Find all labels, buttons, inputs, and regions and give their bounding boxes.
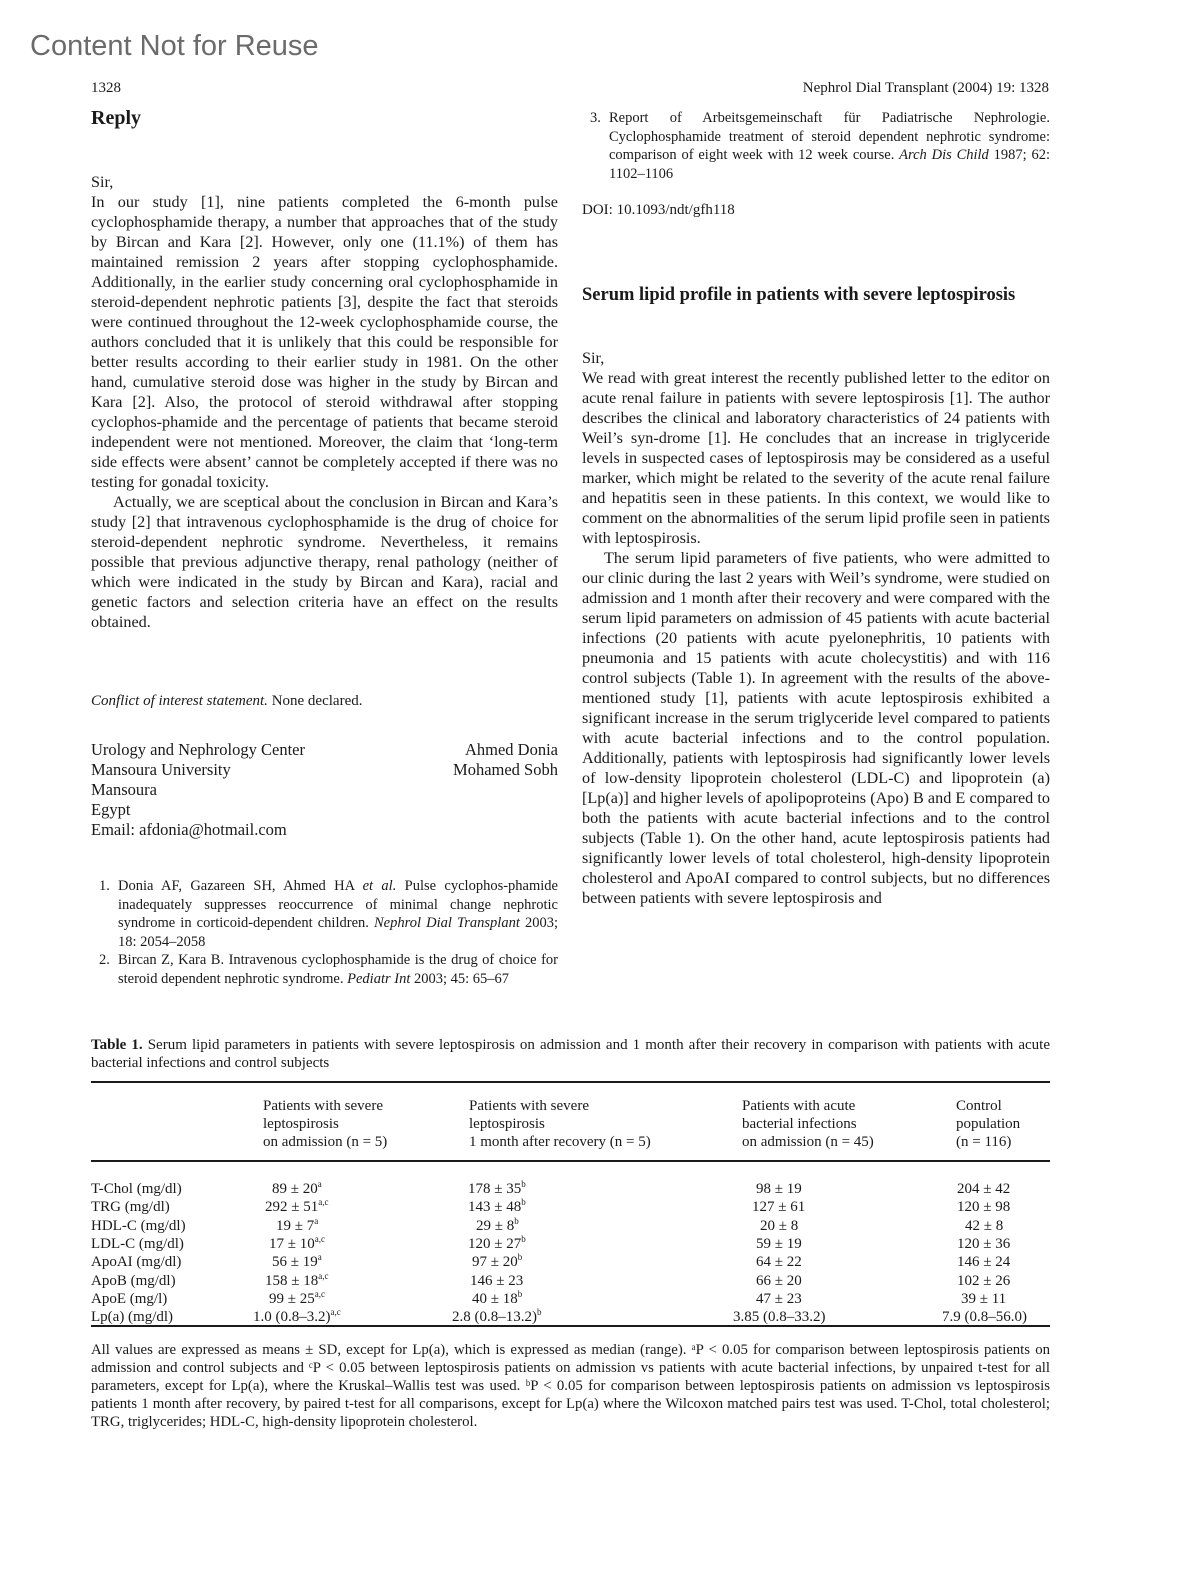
reference-text: Pulse cyclophos-phamide inadequately suppresses reoccurrence of minimal change nephrotic syndrome in corticoid-dependent children. bbox=[118, 878, 558, 931]
table-cell: 146 ± 24 bbox=[957, 1254, 1011, 1271]
header-line: on admission (n = 45) bbox=[742, 1134, 874, 1150]
table-column-header bbox=[263, 1097, 387, 1151]
article-salutation: Sir, bbox=[582, 349, 605, 367]
table-cell: 64 ± 22 bbox=[756, 1254, 802, 1271]
significance-marker: a,c bbox=[330, 1307, 341, 1318]
significance-marker: a,c bbox=[314, 1233, 325, 1244]
reference-text: Bircan Z, Kara B. Intravenous cyclophosphamide is the drug of choice for steroid dependent nephrotic syndrome. bbox=[118, 952, 558, 987]
reply-paragraph: Actually, we are sceptical about the conclusion in Bircan and Kara’s study [2] that intravenous cyclophosphamide is the drug of choice for steroid-dependent nephrotic syndrome. Nevertheless, it remains possible that previous adjunctive therapy, renal pathology (neither of which were indicated in the study by Bircan and Kara), racial and genetic factors and selection criteria have an effect on the results obtained. bbox=[91, 493, 558, 631]
table-cell: 120 ± 98 bbox=[957, 1199, 1011, 1216]
table-cell: 102 ± 26 bbox=[957, 1272, 1011, 1289]
table-row-label: HDL-C (mg/dl) bbox=[91, 1217, 186, 1234]
table-cell: 2.8 $(0.8-13.2)^b$ bbox=[452, 1307, 542, 1326]
significance-marker: b bbox=[537, 1307, 542, 1318]
conflict-statement bbox=[91, 693, 362, 710]
table-cell: $292 \pm 51^{a,c}$ bbox=[265, 1197, 329, 1216]
conflict-label: Conflict of interest statement. bbox=[91, 693, 268, 709]
table-cell: $97 \pm 20^b$ bbox=[472, 1252, 523, 1271]
table-cell: $120 \pm 27^b$ bbox=[468, 1233, 526, 1252]
reference-text: Report of Arbeitsgemeinschaft für Padiatrische Nephrologie. Cyclophosphamide treatment of steroid dependent nephrotic syndrome: comparison of eight week with 12 week course. bbox=[609, 110, 1050, 163]
significance-marker: a bbox=[317, 1179, 322, 1189]
article-paragraph: We read with great interest the recently published letter to the editor on acute renal failure in patients with severe leptospirosis [1]. The author describes the clinical and laboratory characteristics of 24 patients with Weil’s syn-drome [1]. He concludes that an increase in triglyceride levels in suspected cases of leptospirosis may be considered as a useful marker, which might be related to the severity of the acute renal failure and hepatitis seen in these patients. In this context, we would like to comment on the abnormalities of the serum lipid profile seen in patients with leptospirosis. bbox=[582, 369, 1050, 547]
significance-marker: a bbox=[314, 1215, 319, 1226]
table-row-label: ApoB (mg/dl) bbox=[91, 1272, 176, 1289]
reply-body bbox=[91, 172, 558, 632]
reply-salutation: Sir, bbox=[91, 173, 114, 191]
table-caption bbox=[91, 1036, 1050, 1072]
table-cell: $19 \pm 7^a$ bbox=[276, 1215, 319, 1234]
header-line: population bbox=[956, 1116, 1021, 1132]
affiliation-email: Email: afdonia@hotmail.com bbox=[91, 820, 287, 839]
reference-em: et al. bbox=[362, 878, 397, 894]
significance-marker: b bbox=[517, 1252, 523, 1263]
table-row-label: Lp(a) (mg/dl) bbox=[91, 1309, 174, 1326]
table-cell: 66 ± 20 bbox=[756, 1272, 802, 1289]
affiliation-line: Mansoura bbox=[91, 780, 157, 799]
reference-journal: Pediatr Int bbox=[347, 970, 411, 987]
doi: DOI: 10.1093/ndt/gfh118 bbox=[582, 202, 735, 218]
article-title: Serum lipid profile in patients with severe leptospirosis bbox=[582, 285, 1016, 305]
affiliation-line: Egypt bbox=[91, 800, 131, 819]
author-name: Ahmed Donia bbox=[464, 740, 558, 759]
header-line: Patients with acute bbox=[742, 1098, 856, 1114]
header-line: leptospirosis bbox=[469, 1116, 545, 1132]
table-row-label: ApoE (mg/l) bbox=[91, 1290, 168, 1307]
reference-list bbox=[91, 877, 558, 988]
table-row-label: T-Chol (mg/dl) bbox=[91, 1181, 182, 1197]
table-cell: 42 ± 8 bbox=[965, 1217, 1004, 1234]
reference-number: 1. bbox=[99, 878, 110, 894]
table-cell: 204 ± 42 bbox=[957, 1181, 1011, 1197]
header-line: Control bbox=[956, 1098, 1002, 1114]
header-line: Patients with severe bbox=[469, 1098, 589, 1114]
reference-tail: 1987; 62: 1102–1106 bbox=[609, 147, 1050, 182]
reference-item bbox=[91, 877, 558, 951]
table-cell: $178 \pm 35^b$ bbox=[468, 1179, 526, 1197]
table-row-label: TRG (mg/dl) bbox=[91, 1199, 170, 1216]
table-cell: $143 \pm 48^b$ bbox=[468, 1197, 526, 1216]
table-footnote: All values are expressed as means ± SD, except for Lp(a), which is expressed as median (range). ᵃP < 0.05 for comparison between leptospirosis patients on admission and control subjects and ᶜP < 0.05 between leptospirosis patients on admission vs patients with acute bacterial infections, by unpaired t-test for all parameters, except for Lp(a), where the Kruskal–Wallis test was used. ᵇP < 0.05 for comparison between leptospirosis patients on admission vs leptospirosis patients 1 month after recovery, by paired t-test for all comparisons, except for Lp(a) where the Wilcoxon matched pairs test was used. T-Chol, total cholesterol; TRG, triglycerides; HDL-C, high-density lipoprotein cholesterol. bbox=[91, 1342, 1050, 1430]
table-caption-text: Serum lipid parameters in patients with severe leptospirosis on admission and 1 month after their recovery in comparison with patients with acute bacterial infections and control subjects bbox=[91, 1037, 1050, 1071]
reference-item bbox=[91, 951, 558, 988]
table-cell: 59 ± 19 bbox=[756, 1235, 802, 1252]
table-top-rule bbox=[91, 1081, 1050, 1083]
table-cell: 120 ± 36 bbox=[957, 1235, 1011, 1252]
significance-marker: b bbox=[514, 1215, 519, 1226]
table-cell: $89 \pm 20^a$ bbox=[272, 1179, 322, 1197]
reference-list bbox=[582, 109, 1050, 183]
table-cell: $17 \pm 10^{a,c}$ bbox=[269, 1233, 325, 1252]
table-row-label: LDL-C (mg/dl) bbox=[91, 1235, 184, 1252]
watermark: Content Not for Reuse bbox=[30, 30, 319, 62]
reference-journal: Nephrol Dial Transplant bbox=[374, 915, 520, 931]
author-names bbox=[453, 740, 558, 780]
table-cell: 146 ± 23 bbox=[470, 1272, 524, 1289]
table-column-header bbox=[469, 1097, 651, 1151]
reference-journal: Arch Dis Child bbox=[899, 147, 989, 163]
reference-number: 3. bbox=[590, 110, 601, 126]
conflict-text: None declared. bbox=[267, 693, 363, 709]
author-name: Mohamed Sobh bbox=[453, 760, 558, 779]
header-line: (n = 116) bbox=[956, 1134, 1012, 1150]
table-caption-label: Table 1. bbox=[91, 1037, 143, 1053]
table-cell: $158 \pm 18^{a,c}$ bbox=[265, 1270, 329, 1289]
table-cell: $40 \pm 18^b$ bbox=[472, 1288, 523, 1307]
reply-title: Reply bbox=[91, 107, 141, 129]
table-row-label: ApoAI (mg/dl) bbox=[91, 1254, 182, 1271]
significance-marker: a,c bbox=[314, 1288, 325, 1299]
affiliation-line: Urology and Nephrology Center bbox=[91, 740, 305, 759]
reference-text: Donia AF, Gazareen SH, Ahmed HA bbox=[118, 878, 363, 894]
table-cell: 1.0 $(0.8-3.2)^{a,c}$ bbox=[253, 1307, 341, 1326]
affiliation-line: Mansoura University bbox=[91, 760, 231, 779]
table-cell: $56 \pm 19^a$ bbox=[272, 1252, 322, 1271]
table-column-header bbox=[956, 1097, 1020, 1151]
table-cell: 127 ± 61 bbox=[752, 1199, 806, 1216]
significance-marker: b bbox=[517, 1288, 523, 1299]
reference-number: 2. bbox=[99, 952, 110, 968]
affiliation-block bbox=[91, 740, 558, 840]
table-cell: 98 ± 19 bbox=[756, 1181, 802, 1197]
table-cell: 20 ± 8 bbox=[760, 1217, 799, 1234]
page-number: 1328 bbox=[91, 80, 121, 96]
table-cell: $29 \pm 8^b$ bbox=[476, 1215, 519, 1234]
header-line: bacterial infections bbox=[742, 1116, 857, 1132]
reference-tail: 2003; 18: 2054–2058 bbox=[118, 915, 558, 950]
header-line: leptospirosis bbox=[263, 1116, 339, 1132]
reference-item bbox=[582, 109, 1050, 183]
significance-marker: a,c bbox=[318, 1197, 329, 1208]
header-line: Patients with severe bbox=[263, 1098, 383, 1114]
table-header-rule bbox=[91, 1160, 1050, 1162]
significance-marker: b bbox=[521, 1197, 526, 1208]
significance-marker: b bbox=[521, 1233, 526, 1244]
table-column-header bbox=[742, 1097, 874, 1151]
table-cell: 3.85 (0.8–33.2) bbox=[733, 1309, 826, 1326]
table-cell: 47 ± 23 bbox=[756, 1290, 802, 1307]
significance-marker: a,c bbox=[318, 1270, 329, 1281]
significance-marker: a bbox=[317, 1252, 322, 1263]
table-cell: $99 \pm 25^{a,c}$ bbox=[269, 1288, 325, 1307]
significance-marker: b bbox=[521, 1179, 526, 1189]
article-paragraph: The serum lipid parameters of five patients, who were admitted to our clinic during the last 2 years with Weil’s syndrome, were studied on admission and 1 month after their recovery and were compared with the serum lipid parameters on admission of 45 patients with acute bacterial infections (20 patients with acute pyelonephritis, 10 patients with pneumonia and 15 patients with acute cholecystitis) and with 116 control subjects (Table 1). In agreement with the results of the above-mentioned study [1], patients with acute leptospirosis exhibited a significant increase in the serum triglyceride level compared to patients with acute bacterial infections and to the control population. Additionally, patients with leptospirosis had significantly lower levels of low-density lipoprotein cholesterol (LDL-C) and lipoprotein (a) [Lp(a)] and higher levels of apolipoproteins (Apo) B and E compared to both the patients with acute bacterial infections and to the control subjects (Table 1). On the other hand, acute leptospirosis patients had significantly lower levels of total cholesterol, high-density lipoprotein cholesterol and ApoAI compared to control subjects, but no differences between patients with severe leptospirosis and bbox=[582, 549, 1050, 907]
article-body bbox=[582, 348, 1050, 908]
table-bottom-rule bbox=[91, 1325, 1050, 1327]
header-line: on admission (n = 5) bbox=[263, 1134, 388, 1150]
reference-tail: 2003; 45: 65–67 bbox=[410, 970, 510, 987]
header-line: 1 month after recovery (n = 5) bbox=[469, 1134, 651, 1150]
journal-reference: Nephrol Dial Transplant (2004) 19: 1328 bbox=[802, 80, 1049, 96]
affiliation-address bbox=[91, 740, 305, 840]
reply-paragraph: In our study [1], nine patients completed the 6-month pulse cyclophosphamide therapy, a number that approaches that of the study by Bircan and Kara [2]. However, only one (11.1%) of them has maintained remission 2 years after stopping cyclophosphamide. Additionally, in the earlier study concerning oral cyclophosphamide in steroid-dependent nephrotic patients [3], despite the fact that steroids were continued throughout the 12-week cyclophosphamide course, the authors concluded that it is unlikely that this could be responsible for better results according to their earlier study in 1981. On the other hand, cumulative steroid dose was higher in the study by Bircan and Kara [2]. Also, the protocol of steroid withdrawal after stopping cyclophos-phamide and the percentage of patients that became steroid independent were not mentioned. Moreover, the claim that ‘long-term side effects were absent’ cannot be completely accepted if there was no testing for gonadal toxicity. bbox=[91, 193, 558, 491]
table-cell: 39 ± 11 bbox=[961, 1290, 1007, 1307]
table-cell: 7.9 (0.8–56.0) bbox=[942, 1309, 1027, 1326]
